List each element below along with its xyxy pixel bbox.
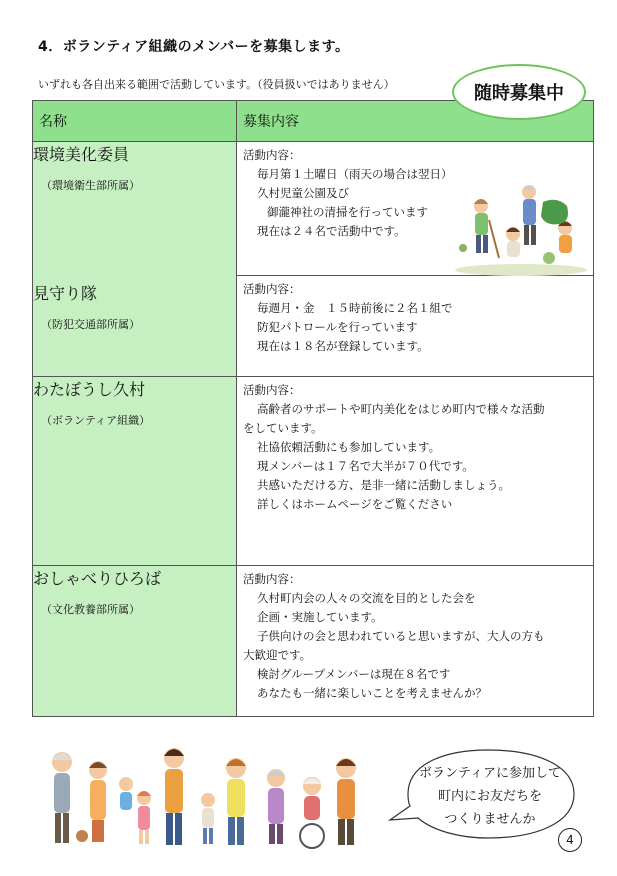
desc-line: 現メンバーは１７名で大半が７０代です。 [257, 459, 474, 473]
desc-line: 現在は１８名が登録しています。 [257, 339, 429, 353]
table-row [33, 377, 594, 566]
description-cell [237, 276, 594, 377]
bubble-text [402, 762, 578, 831]
desc-line: 現在は２４名で活動中です。 [257, 224, 406, 238]
bubble-line: つくりませんか [444, 812, 536, 827]
section-heading: 4．ボランティア組織のメンバーを募集します。 [38, 39, 350, 55]
column-header-name: 名称 [33, 101, 237, 142]
desc-line: 久村児童公園及び [257, 186, 349, 200]
desc-line: 防犯パトロールを行っています [257, 320, 418, 334]
desc-line: あなたも一緒に楽しいことを考えませんか？ [257, 686, 487, 700]
table-row [33, 566, 594, 717]
name-cell [33, 142, 237, 377]
desc-line: 企画・実施しています。 [257, 610, 383, 624]
recruiting-badge [452, 64, 586, 120]
org-dept: （環境衛生部所属） [41, 179, 140, 192]
org-name: おしゃべりひろば [33, 569, 162, 588]
desc-line: 毎週月・金 １５時前後に２名１組で [257, 301, 453, 315]
desc-line: 詳しくはホームページをご覧ください [257, 497, 453, 511]
desc-line: 活動内容： [243, 282, 301, 296]
bubble-line: ボランティアに参加して [419, 766, 561, 781]
desc-line: 活動内容： [243, 383, 301, 397]
page-number: 4 [558, 828, 582, 852]
name-cell [33, 377, 237, 566]
description-cell [237, 377, 594, 566]
badge-label: 随時募集中 [474, 83, 564, 104]
desc-line: をしています。 [243, 421, 323, 435]
member-table [32, 100, 594, 717]
desc-line: 子供向けの会と思われていると思いますが、大人の方も [257, 629, 545, 643]
org-name: 環境美化委員 [33, 145, 130, 164]
org-name: 見守り隊 [33, 284, 98, 303]
family-figures-illustration [52, 748, 356, 848]
desc-line: 高齢者のサポートや町内美化をはじめ町内で様々な活動 [257, 402, 545, 416]
org-name: わたぼうし久村 [33, 380, 146, 399]
desc-line: 毎月第１土曜日（雨天の場合は翌日） [257, 167, 453, 181]
org-dept: （防犯交通部所属） [41, 318, 140, 331]
desc-line: 大歓迎です。 [243, 648, 312, 662]
name-cell [33, 566, 237, 717]
desc-line: 検討グループメンバーは現在８名です [257, 667, 451, 681]
column-header-description: 募集内容 [237, 101, 594, 142]
intro-text: いずれも各自出来る範囲で活動しています。（役員扱いではありません） [38, 78, 395, 91]
cleanup-volunteers-illustration [451, 178, 591, 278]
table-row [33, 142, 594, 276]
desc-line: 活動内容： [243, 572, 301, 586]
desc-line: 久村町内会の人々の交流を目的とした会を [257, 591, 476, 605]
desc-line: 御瀧神社の清掃を行っています [267, 205, 428, 219]
community-group-illustration [40, 740, 380, 852]
description-cell [237, 142, 594, 276]
description-cell [237, 566, 594, 717]
bubble-line: 町内にお友だちを [437, 789, 542, 804]
org-dept: （文化教養部所属） [41, 603, 140, 616]
org-dept: （ボランティア組織） [41, 414, 151, 427]
desc-line: 活動内容： [243, 148, 301, 162]
desc-line: 共感いただける方、是非一緒に活動しましょう。 [257, 478, 510, 492]
desc-line: 社協依頼活動にも参加しています。 [257, 440, 441, 454]
